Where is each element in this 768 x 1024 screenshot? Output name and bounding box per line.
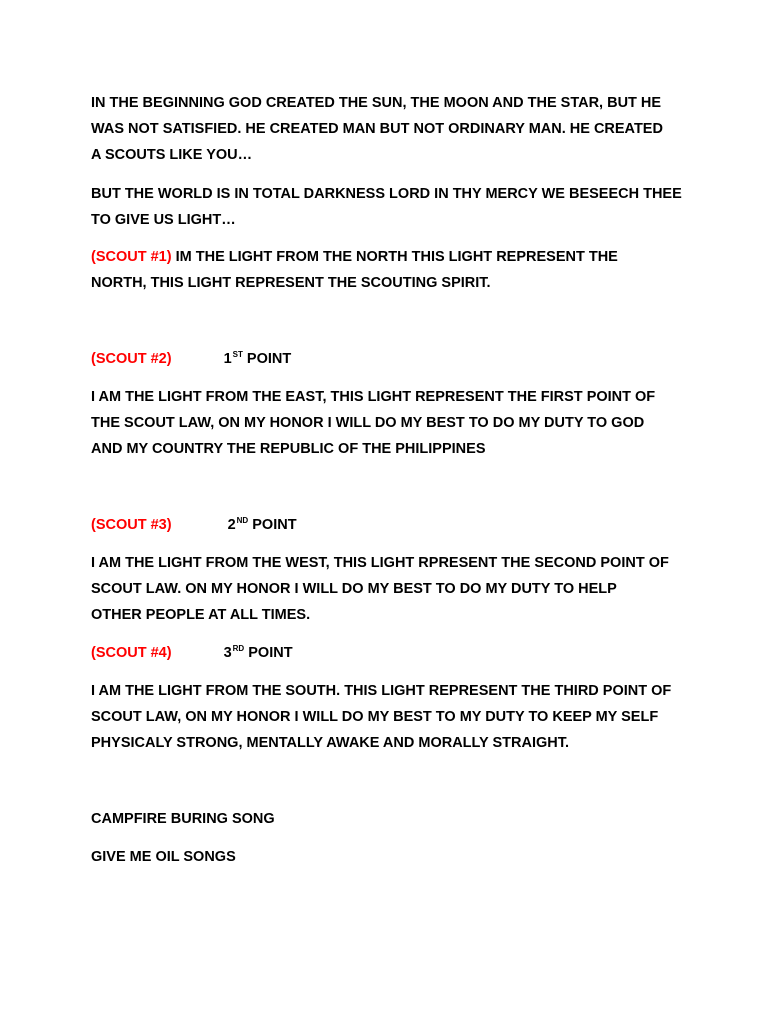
scout-3-line: I AM THE LIGHT FROM THE WEST, THIS LIGHT RPRESENT THE SECOND POINT OF: [91, 555, 669, 571]
song-2: [91, 844, 691, 870]
scout-2-line: THE SCOUT LAW, ON MY HONOR I WILL DO MY BEST TO DO MY DUTY TO GOD: [91, 415, 645, 431]
intro-line: WAS NOT SATISFIED. HE CREATED MAN BUT NOT ORDINARY MAN. HE CREATED: [91, 121, 663, 137]
scout-2-point-number: 1: [223, 351, 232, 367]
scout-4-point-label: POINT: [244, 645, 293, 661]
scout-2-line: AND MY COUNTRY THE REPUBLIC OF THE PHILIPPINES: [91, 441, 486, 457]
scout-2-point-label: POINT: [242, 351, 292, 367]
scout-2-paragraph: [91, 384, 691, 462]
intro-line: IN THE BEGINNING GOD CREATED THE SUN, THE MOON AND THE STAR, BUT HE: [91, 95, 662, 111]
scout-4-point-number: 3: [223, 645, 232, 661]
scout-4-line: SCOUT LAW, ON MY HONOR I WILL DO MY BEST TO MY DUTY TO KEEP MY SELF: [91, 709, 659, 725]
song-title: GIVE ME OIL SONGS: [91, 849, 236, 865]
plea-line: TO GIVE US LIGHT…: [91, 212, 236, 228]
scout-4-line: I AM THE LIGHT FROM THE SOUTH. THIS LIGHT REPRESENT THE THIRD POINT OF: [91, 683, 672, 699]
scout-3-ordinal: ND: [236, 516, 249, 525]
scout-4-tag: (SCOUT #4): [91, 645, 172, 661]
scout-4-line: PHYSICALY STRONG, MENTALLY AWAKE AND MORALLY STRAIGHT.: [91, 735, 570, 751]
scout-4-ordinal: RD: [232, 644, 245, 653]
scout-2-line: I AM THE LIGHT FROM THE EAST, THIS LIGHT REPRESENT THE FIRST POINT OF: [91, 389, 656, 405]
scout-1-paragraph: [91, 244, 691, 296]
scout-2-tag: (SCOUT #2): [91, 351, 172, 367]
scout-2-heading: [91, 346, 691, 372]
scout-4-heading: [91, 640, 691, 666]
scout-3-point-number: 2: [227, 517, 236, 533]
song-title: CAMPFIRE BURING SONG: [91, 811, 275, 827]
scout-3-line: SCOUT LAW. ON MY HONOR I WILL DO MY BEST TO DO MY DUTY TO HELP: [91, 581, 617, 597]
scout-3-heading: [91, 512, 691, 538]
scout-2-ordinal: ST: [232, 350, 243, 359]
intro-paragraph: [91, 90, 691, 168]
scout-3-point-label: POINT: [248, 517, 297, 533]
song-1: [91, 806, 691, 832]
scout-3-paragraph: [91, 550, 691, 628]
scout-1-text: IM THE LIGHT FROM THE NORTH THIS LIGHT REPRESENT THE: [171, 249, 618, 265]
plea-line: BUT THE WORLD IS IN TOTAL DARKNESS LORD IN THY MERCY WE BESEECH THEE: [91, 186, 682, 202]
scout-1-first-line: [91, 244, 691, 270]
plea-paragraph: [91, 181, 691, 233]
intro-line: A SCOUTS LIKE YOU…: [91, 147, 253, 163]
scout-3-line: OTHER PEOPLE AT ALL TIMES.: [91, 607, 311, 623]
scout-3-tag: (SCOUT #3): [91, 517, 172, 533]
scout-1-second-line: NORTH, THIS LIGHT REPRESENT THE SCOUTING SPIRIT.: [91, 275, 491, 291]
scout-4-paragraph: [91, 678, 691, 756]
scout-1-tag: (SCOUT #1): [91, 249, 172, 265]
